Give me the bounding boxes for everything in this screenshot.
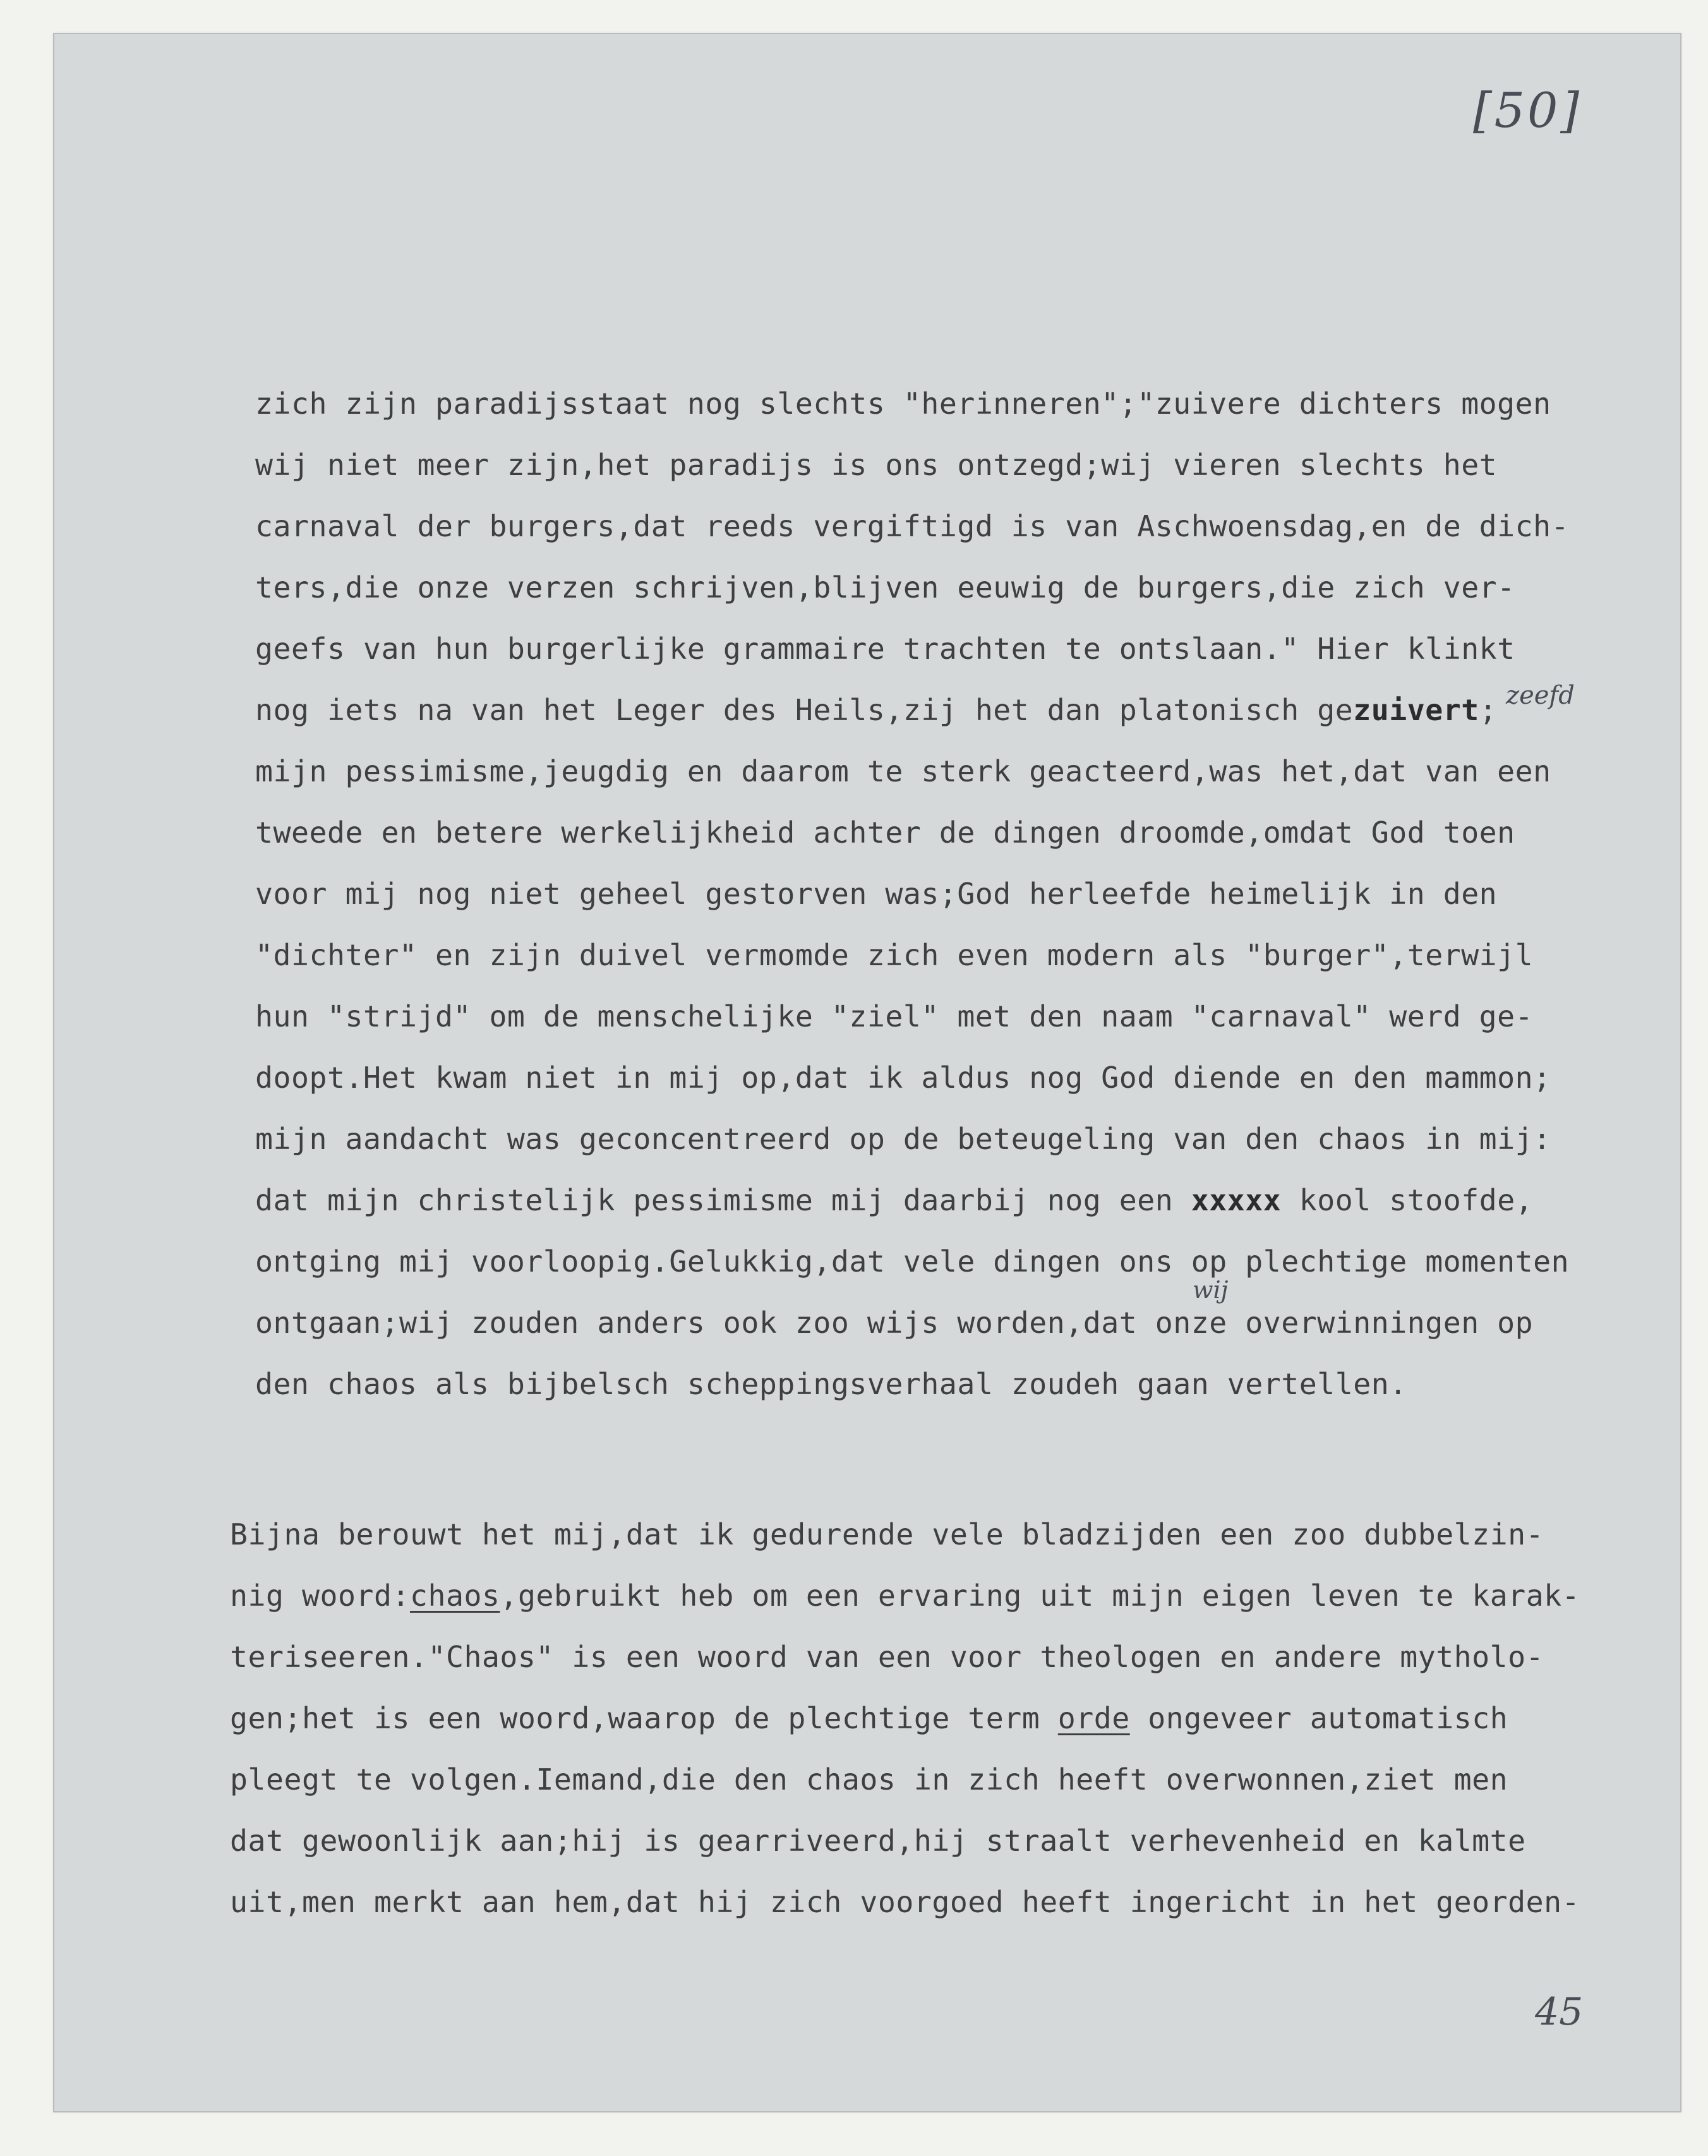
text-segment: dat mijn christelijk pessimisme mij daarbij nog een xyxy=(255,1183,1174,1217)
struck-word: zuivert xyxy=(1353,693,1479,727)
text-line: wij niet meer zijn,het paradijs is ons ontzegd;wij vieren slechts het xyxy=(255,448,1498,482)
handwritten-insertion: zeefd xyxy=(1506,681,1575,710)
text-segment: ,gebruikt heb om een ervaring uit mijn eigen leven te karak- xyxy=(500,1579,1580,1613)
struck-word: xxxxx xyxy=(1191,1183,1282,1217)
text-line: zich zijn paradijsstaat nog slechts "herinneren";"zuivere dichters mogen xyxy=(255,387,1551,421)
text-line: den chaos als bijbelsch scheppingsverhaal zoudeh gaan vertellen. xyxy=(255,1367,1407,1401)
text-line: ters,die onze verzen schrijven,blijven eeuwig de burgers,die zich ver- xyxy=(255,570,1515,605)
text-line: voor mij nog niet geheel gestorven was;God herleefde heimelijk in den xyxy=(255,877,1498,911)
text-segment: nog iets na van het Leger des Heils,zij het dan platonisch ge xyxy=(255,693,1354,727)
text-line: ontgaan;wij zouden anders ook zoo wijs worden,dat onze overwinningen op xyxy=(255,1306,1534,1340)
text-line: Bijna berouwt het mij,dat ik gedurende vele bladzijden een zoo dubbelzin- xyxy=(230,1517,1544,1551)
text-line: "dichter" en zijn duivel vermomde zich even modern als "burger",terwijl xyxy=(255,938,1534,972)
text-line: geefs van hun burgerlijke grammaire trachten te ontslaan." Hier klinkt xyxy=(255,632,1515,666)
text-segment: nig woord: xyxy=(230,1579,410,1613)
text-line xyxy=(230,1579,1580,1613)
text-line: dat gewoonlijk aan;hij is gearriveerd,hij straalt verhevenheid en kalmte xyxy=(230,1824,1526,1858)
text-line xyxy=(255,1183,1533,1217)
text-segment: ; xyxy=(1479,693,1498,727)
handwritten-insertion: wij xyxy=(1193,1276,1229,1304)
text-line: pleegt te volgen.Iemand,die den chaos in zich heeft overwonnen,ziet men xyxy=(230,1762,1508,1797)
text-line: ontging mij voorloopig.Gelukkig,dat vele dingen ons op plechtige momenten xyxy=(255,1244,1570,1279)
underlined-word: chaos xyxy=(409,1579,500,1613)
text-line: teriseeren."Chaos" is een woord van een voor theologen en andere mytholo- xyxy=(230,1640,1544,1674)
paragraph-2 xyxy=(230,1517,1580,1919)
text-line: mijn aandacht was geconcentreerd op de beteugeling van den chaos in mij: xyxy=(255,1122,1551,1156)
text-line: hun "strijd" om de menschelijke "ziel" met den naam "carnaval" werd ge- xyxy=(255,999,1534,1033)
text-line xyxy=(230,1701,1508,1735)
text-segment: ongeveer automatisch xyxy=(1129,1701,1508,1735)
text-segment: kool stoofde, xyxy=(1281,1183,1534,1217)
text-line: doopt.Het kwam niet in mij op,dat ik aldus nog God diende en den mammon; xyxy=(255,1061,1551,1095)
folio-number: 45 xyxy=(1535,1990,1584,2034)
page-number: [50] xyxy=(1473,82,1582,138)
text-segment: gen;het is een woord,waarop de plechtige term xyxy=(230,1701,1040,1735)
text-line xyxy=(255,693,1497,727)
text-line: carnaval der burgers,dat reeds vergiftigd is van Aschwoensdag,en de dich- xyxy=(255,509,1570,543)
text-line: mijn pessimisme,jeugdig en daarom te sterk geacteerd,was het,dat van een xyxy=(255,754,1551,788)
underlined-word: orde xyxy=(1057,1701,1130,1735)
text-line: uit,men merkt aan hem,dat hij zich voorgoed heeft ingericht in het georden- xyxy=(230,1885,1580,1919)
text-line: tweede en betere werkelijkheid achter de dingen droomde,omdat God toen xyxy=(255,816,1515,850)
